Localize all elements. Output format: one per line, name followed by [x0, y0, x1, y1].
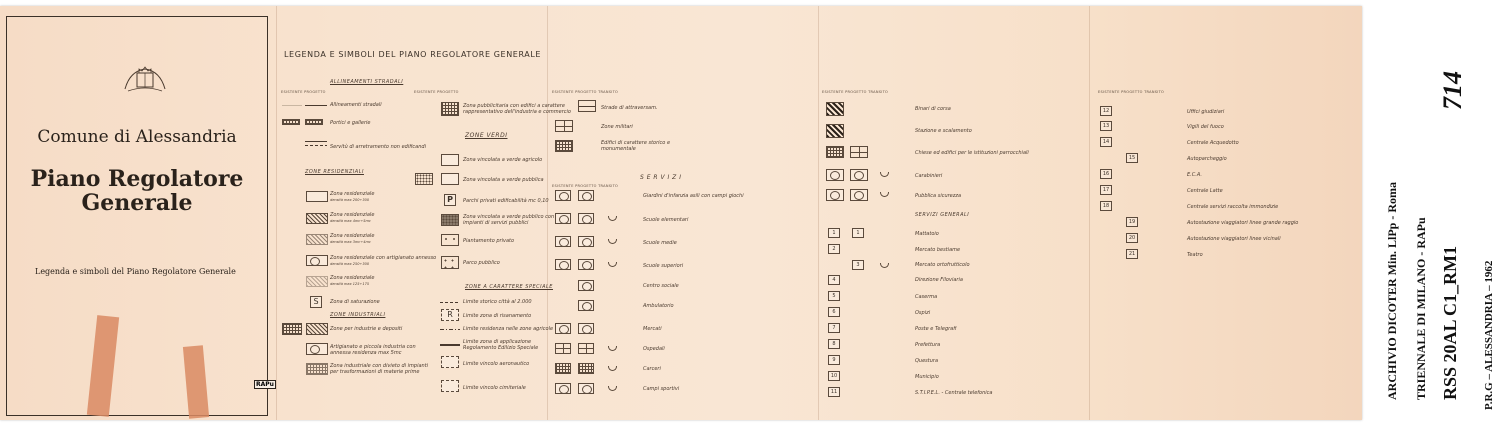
- carabinieri-symbol: [850, 169, 868, 181]
- legend-label: Direzione Filoviaria: [915, 277, 963, 283]
- section-title: ZONE A CARATTERE SPECIALE: [465, 284, 553, 290]
- fold-line: [818, 6, 819, 420]
- legend-label: Chiese ed edifici per le istituzioni parrocchiali: [915, 150, 1029, 156]
- column-header: ESISTENTE PROGETTO TRANSITO: [1098, 90, 1165, 94]
- legend-label: Parchi privati edificabilità mc 0,10: [463, 198, 549, 204]
- historic-building-symbol: [555, 140, 573, 152]
- street-line-project: [305, 105, 327, 106]
- comune-crest-icon: [120, 63, 170, 95]
- legend-label: Scuole medie: [643, 240, 677, 246]
- legend-label: Zona pubblicitaria con edifici a carattere: [463, 103, 565, 109]
- fold-line: [1089, 6, 1090, 420]
- transit-symbol: [880, 192, 889, 197]
- legend-label: Pubblica sicurezza: [915, 193, 962, 199]
- service-symbol: [578, 213, 594, 224]
- legend-label: Vigili del fuoco: [1187, 124, 1224, 130]
- police-symbol: [850, 189, 868, 201]
- legend-label: Parco pubblico: [463, 260, 500, 266]
- setback-line: [305, 141, 327, 142]
- portico-symbol: [305, 119, 323, 125]
- aero-limit-symbol: [441, 356, 459, 368]
- service-number-box: 13: [1100, 121, 1112, 131]
- legend-label: Binari di corsa: [915, 106, 951, 112]
- sports-symbol: [578, 383, 594, 394]
- legend-sublabel: densità max 200÷300: [330, 198, 370, 202]
- setback-line: [305, 145, 327, 146]
- legend-label: Zona industriale con divieto di impianti: [330, 363, 429, 369]
- legend-label: Centrale Latte: [1187, 188, 1223, 194]
- fold-line: [547, 6, 548, 420]
- service-number-box: 16: [1100, 169, 1112, 179]
- legend-label: Mercato ortofrutticolo: [915, 262, 970, 268]
- legend-label: Scuole superiori: [643, 263, 684, 269]
- service-number-box: 5: [828, 291, 840, 301]
- zone-symbol: [306, 276, 328, 287]
- service-number-box: 20: [1126, 233, 1138, 243]
- service-symbol: [555, 323, 571, 334]
- service-symbol: [578, 300, 594, 311]
- archive-label: [1385, 0, 1405, 425]
- public-park-symbol: [441, 256, 459, 269]
- service-symbol: [555, 259, 571, 270]
- legend-label: Zone militari: [601, 124, 633, 130]
- service-number-box: 12: [1100, 106, 1112, 116]
- column-header: ESISTENTE PROGETTO: [281, 90, 326, 94]
- legend-label: Limite zona di applicazione: [463, 339, 532, 345]
- legend-label: Ospedali: [643, 346, 665, 352]
- legend-label: Limite storico città al 2.000: [463, 299, 532, 305]
- legend-label: Mercato bestiame: [915, 247, 961, 253]
- street-line-existing: [282, 105, 302, 106]
- legend-label: Limite residenza nelle zone agricole: [463, 326, 554, 332]
- hospital-symbol: [555, 343, 571, 354]
- service-number-box: 6: [828, 307, 840, 317]
- service-number-box: 19: [1126, 217, 1138, 227]
- service-number-box: 7: [828, 323, 840, 333]
- sports-symbol: [555, 383, 571, 394]
- archive-line2: TRIENNALE DI MILANO - RAPu: [1414, 217, 1428, 400]
- legend-label: Centrale Acquedotto: [1187, 140, 1239, 146]
- section-title: SERVIZI GENERALI: [915, 212, 970, 218]
- transit-symbol: [608, 239, 617, 244]
- legend-label: Zona residenziale: [330, 233, 375, 239]
- legend-label: Edifici di carattere storico e: [601, 140, 671, 146]
- transit-symbol: [608, 216, 617, 221]
- service-number-box: 3: [852, 260, 864, 270]
- legend-label: Giardini d'infanzia asili con campi giochi: [643, 193, 744, 199]
- legend-sublabel: impianti di servizi pubblici: [463, 220, 529, 226]
- legend-sublabel: Regolamento Edilizio Speciale: [463, 345, 539, 351]
- legend-sublabel: annessa residenza max 5mc: [330, 350, 402, 356]
- legend-sublabel: densità max 3mc÷4mc: [330, 240, 371, 244]
- transit-symbol: [880, 172, 889, 177]
- legend-label: Carabinieri: [915, 173, 943, 179]
- cemetery-limit-symbol: [441, 380, 459, 392]
- rail-symbol: [826, 102, 844, 116]
- legend-label: S.T.I.P.E.L. - Centrale telefonica: [915, 390, 993, 396]
- zone-symbol: [306, 191, 328, 202]
- legend-label: Mercati: [643, 326, 662, 332]
- fold-line: [276, 6, 277, 420]
- industry-symbol: [282, 323, 302, 335]
- service-symbol: [555, 190, 571, 201]
- legend-label: Zona residenziale: [330, 191, 375, 197]
- legend-label: Carceri: [643, 366, 661, 372]
- column-header: ESISTENTE PROGETTO TRANSITO: [552, 184, 619, 188]
- legend-sublabel: rappresentativo dell'industria e commercio: [463, 109, 571, 115]
- archive-line3: RSS 20AL C1_RM1: [1440, 245, 1460, 400]
- plan-title: [7, 167, 267, 215]
- service-symbol: [578, 280, 594, 291]
- section-title: S E R V I Z I: [640, 174, 682, 181]
- archive-label: [1438, 0, 1467, 425]
- legend-label: Centro sociale: [643, 283, 679, 289]
- transit-symbol: [608, 366, 617, 371]
- prison-symbol: [578, 363, 594, 374]
- legend-label: Portici e gallerie: [330, 120, 371, 126]
- plantation-symbol: [441, 234, 459, 246]
- legend-title: LEGENDA E SIMBOLI DEL PIANO REGOLATORE GENERALE: [284, 50, 542, 59]
- rapu-stamp: RAPu: [256, 381, 274, 388]
- legend-label: Zona vincolata a verde pubblica: [463, 177, 544, 183]
- legend-label: Teatro: [1187, 252, 1203, 258]
- legend-label: Limite zona di risanamento: [463, 313, 532, 319]
- archive-line4: P.R.G – ALESSANDRIA – 1962: [1483, 260, 1495, 410]
- column-header: ESISTENTE PROGETTO TRANSITO: [552, 90, 619, 94]
- service-number-box: 1: [828, 228, 840, 238]
- legend-label: Prefettura: [915, 342, 941, 348]
- legend-label: Scuole elementari: [643, 217, 689, 223]
- plan-title-line1: Piano Regolatore: [30, 166, 244, 192]
- station-symbol: [826, 124, 844, 138]
- service-number-box: 10: [828, 371, 840, 381]
- legend-label: Questura: [915, 358, 939, 364]
- hospital-symbol: [578, 343, 594, 354]
- transit-symbol: [608, 386, 617, 391]
- section-title: ZONE RESIDENZIALI: [305, 169, 364, 175]
- limit-line: [440, 344, 460, 346]
- service-number-box: 15: [1126, 153, 1138, 163]
- prison-symbol: [555, 363, 571, 374]
- portico-symbol: [282, 119, 300, 125]
- legend-label: Centrale servizi raccolta immondizie: [1187, 204, 1279, 210]
- legend-label: Autostazione viaggiatori linee vicinali: [1187, 236, 1281, 242]
- limit-line: [440, 302, 460, 303]
- legend-label: Ospizi: [915, 310, 931, 316]
- saturation-symbol: S: [310, 296, 322, 308]
- service-number-box: 11: [828, 387, 840, 397]
- service-number-box: 14: [1100, 137, 1112, 147]
- archive-label: [1483, 0, 1500, 425]
- industry-symbol: [306, 363, 328, 375]
- legend-label: Zona di saturazione: [330, 299, 380, 305]
- legend-label: Piantamento privato: [463, 238, 515, 244]
- title-panel: [6, 16, 268, 416]
- archive-line1: ARCHIVIO DICOTER Min. LlPp - Roma: [1385, 181, 1399, 400]
- legend-label: Artigianato e piccola industria con: [330, 344, 416, 350]
- green-zone-symbol: [415, 173, 433, 185]
- section-title: ALLINEAMENTI STRADALI: [330, 79, 404, 85]
- archive-label: [1414, 0, 1434, 425]
- zone-symbol: [306, 213, 328, 224]
- zone-symbol: [306, 234, 328, 245]
- service-number-box: 1: [852, 228, 864, 238]
- section-title: ZONE VERDI: [465, 132, 508, 139]
- transit-symbol: [608, 346, 617, 351]
- archive-number: 714: [1438, 71, 1467, 110]
- service-symbol: [578, 323, 594, 334]
- service-symbol: [555, 213, 571, 224]
- legend-label: Servitù di arretramento non edificandi: [330, 144, 426, 150]
- legend-label: Caserma: [915, 294, 938, 300]
- legend-label: Allineamenti stradali: [330, 102, 382, 108]
- legend-label: Zone per industrie e depositi: [330, 326, 403, 332]
- service-symbol: [578, 236, 594, 247]
- service-number-box: 21: [1126, 249, 1138, 259]
- column-header: ESISTENTE PROGETTO TRANSITO: [822, 90, 889, 94]
- green-services-symbol: [441, 214, 459, 226]
- legend-label: Zona residenziale con artigianato annesso: [330, 255, 437, 261]
- legend-label: Strade di attraversam.: [601, 105, 658, 111]
- legend-label: Limite vincolo cimiteriale: [463, 385, 526, 391]
- service-number-box: 8: [828, 339, 840, 349]
- legend-label: Municipio: [915, 374, 939, 380]
- transit-symbol: [880, 263, 889, 268]
- service-symbol: [578, 190, 594, 201]
- green-zone-symbol: [441, 154, 459, 166]
- service-symbol: [555, 236, 571, 247]
- legend-label: Zona residenziale: [330, 275, 375, 281]
- map-sheet: [0, 6, 1362, 420]
- legend-label: Zona vincolata a verde agricolo: [463, 157, 543, 163]
- private-park-symbol: P: [444, 194, 456, 206]
- column-header: ESISTENTE PROGETTO: [414, 90, 459, 94]
- legend-label: Zona residenziale: [330, 212, 375, 218]
- legend-sublabel: densità max 4mc÷5mc: [330, 219, 371, 223]
- legend-label: Poste e Telegrafi: [915, 326, 957, 332]
- crossing-road-symbol: [578, 100, 596, 112]
- legend-label: Stazione e scalamento: [915, 128, 972, 134]
- service-number-box: 4: [828, 275, 840, 285]
- zone-symbol: [306, 255, 328, 266]
- service-number-box: 17: [1100, 185, 1112, 195]
- comune-title: Comune di Alessandria: [37, 127, 237, 147]
- military-zone-symbol: [555, 120, 573, 132]
- plan-title-line2: Generale: [81, 190, 193, 216]
- legend-label: Zona vincolata a verde pubblico con: [463, 214, 555, 220]
- plan-subtitle: Legenda e simboli del Piano Regolatore Generale: [35, 267, 236, 276]
- legend-label: Limite vincolo aeronautico: [463, 361, 530, 367]
- church-symbol: [850, 146, 868, 158]
- legend-sublabel: densità max 250÷300: [330, 262, 370, 266]
- transit-symbol: [608, 262, 617, 267]
- advert-zone-symbol: [441, 102, 459, 116]
- legend-label: E.C.A.: [1187, 172, 1202, 178]
- police-symbol: [826, 189, 844, 201]
- carabinieri-symbol: [826, 169, 844, 181]
- service-symbol: [578, 259, 594, 270]
- legend-label: Mattatoio: [915, 231, 939, 237]
- legend-label: Campi sportivi: [643, 386, 680, 392]
- craft-symbol: [306, 343, 328, 355]
- legend-label: Ambulatorio: [643, 303, 674, 309]
- section-title: ZONE INDUSTRIALI: [330, 312, 386, 318]
- legend-label: Autoparcheggio: [1187, 156, 1227, 162]
- industry-symbol: [306, 323, 328, 335]
- legend-sublabel: per trasformazioni di materie prime: [330, 369, 420, 375]
- legend-label: Uffici giudiziari: [1187, 109, 1225, 115]
- service-number-box: 9: [828, 355, 840, 365]
- renewal-zone-symbol: R: [441, 309, 459, 321]
- green-zone-symbol: [441, 173, 459, 185]
- legend-sublabel: monumentale: [601, 146, 636, 152]
- legend-sublabel: densità max 125÷175: [330, 282, 370, 286]
- service-number-box: 18: [1100, 201, 1112, 211]
- limit-line: [440, 329, 460, 330]
- church-symbol: [826, 146, 844, 158]
- legend-label: Autostazione viaggiatori linee grande raggio: [1187, 220, 1299, 226]
- service-number-box: 2: [828, 244, 840, 254]
